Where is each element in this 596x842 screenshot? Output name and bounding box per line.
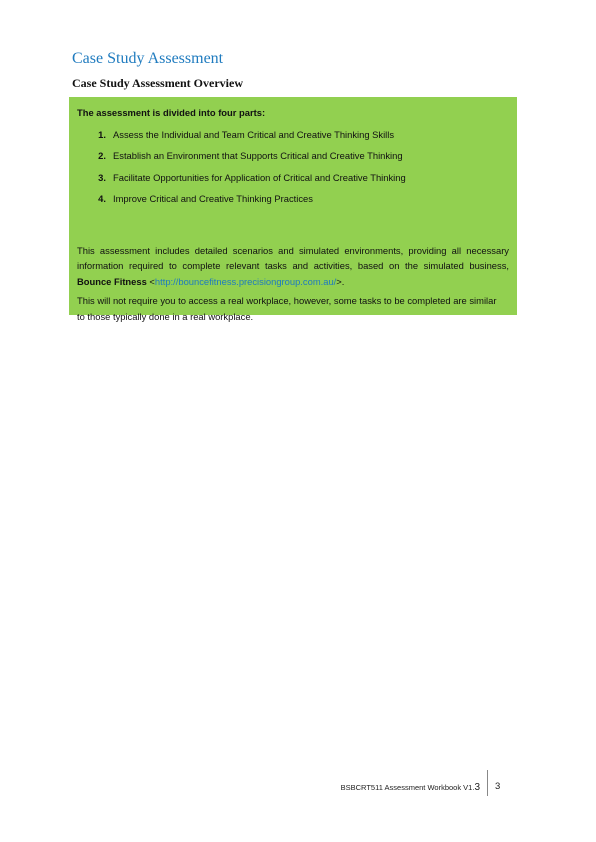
business-website-link[interactable]: http://bouncefitness.precisiongroup.com.au/ <box>154 275 337 287</box>
section-subheading: Case Study Assessment Overview <box>72 76 243 90</box>
list-item-number: 2. <box>98 150 106 161</box>
footer-version: 3 <box>474 782 480 793</box>
workplace-paragraph: This will not require you to access a real workplace, however, some tasks to be completed are similar to those typically done in a real workplace. <box>77 295 497 322</box>
list-item-number: 1. <box>98 128 106 140</box>
list-item-number: 3. <box>98 171 106 183</box>
scenario-text: This assessment includes detailed scenarios and simulated environments, providing all necessary information required to complete relevant tasks and activities, based on the simulated business, <box>77 244 509 271</box>
list-item <box>77 148 509 170</box>
footer-workbook-title <box>341 782 480 793</box>
list-item-text: Facilitate Opportunities for Application of Critical and Creative Thinking <box>113 171 406 183</box>
page-number: 3 <box>495 781 501 792</box>
scenario-paragraph <box>77 243 509 290</box>
list-item <box>77 170 509 192</box>
list-item <box>77 191 509 213</box>
list-item-text: Assess the Individual and Team Critical and Creative Thinking Skills <box>113 128 395 140</box>
link-open-bracket: < <box>146 275 155 287</box>
footer-divider <box>487 770 488 796</box>
parts-list <box>77 127 509 213</box>
overview-box <box>69 97 517 322</box>
list-item-text: Improve Critical and Creative Thinking Practices <box>113 193 313 204</box>
page-heading: Case Study Assessment <box>72 50 224 67</box>
parts-intro: The assessment is divided into four parts: <box>77 107 266 118</box>
business-name: Bounce Fitness <box>77 275 147 287</box>
list-item <box>77 127 509 149</box>
link-close-bracket: >. <box>336 275 345 287</box>
list-item-number: 4. <box>98 193 106 204</box>
list-item-text: Establish an Environment that Supports Critical and Creative Thinking <box>113 150 403 161</box>
footer-workbook-label: BSBCRT511 Assessment Workbook V1. <box>340 783 475 792</box>
